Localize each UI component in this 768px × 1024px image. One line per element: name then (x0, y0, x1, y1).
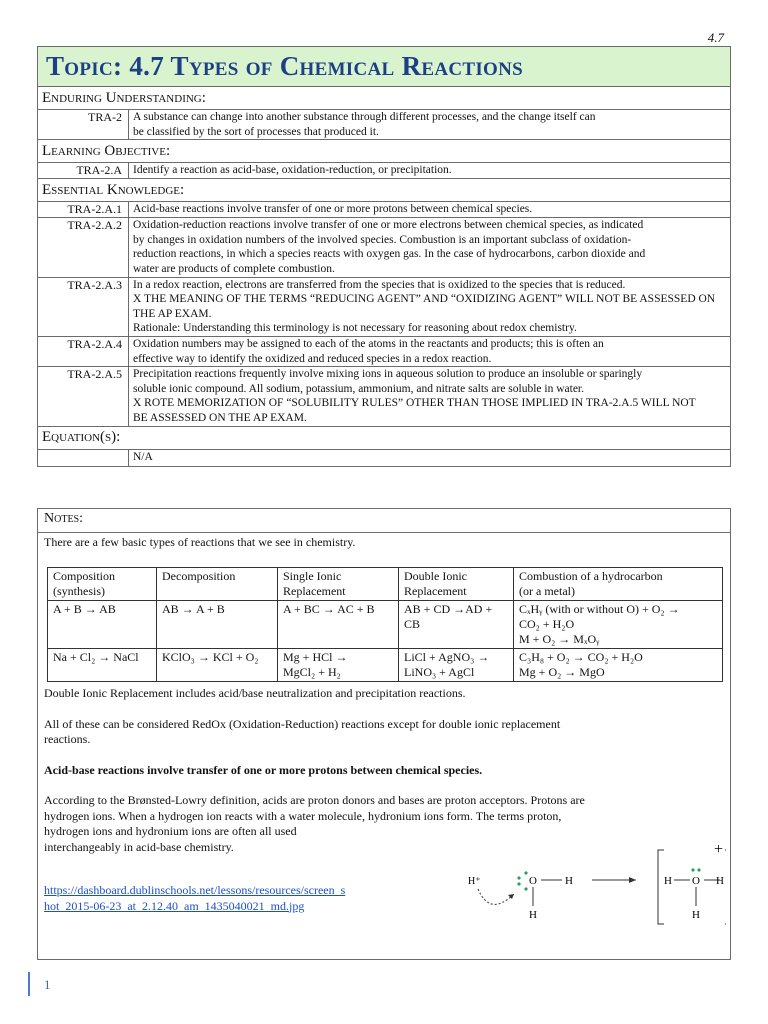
paragraph: Double Ionic Replacement includes acid/base neutralization and precipitation reactions. (44, 686, 466, 700)
title-cell (38, 47, 731, 87)
knowledge-heading: Essential Knowledge: (38, 179, 731, 202)
objective-heading: Learning Objective: (38, 140, 731, 163)
knowledge-text: Oxidation-reduction reactions involve transfer of one or more electrons between chemical species, as indicated by changes in oxidation numbers of the involved species. Combustion is an important subclass of oxidation- reduction reactions, in which a species reacts with oxygen gas. In the case of hydrocarbons, carbon dioxide and water are products of complete combustion. (129, 218, 731, 277)
table-cell: LiCl + AgNO₃ → LiNO₃ + AgCl (399, 649, 514, 682)
table-cell: AB + CD →AD + CB (399, 601, 514, 649)
enduring-code: TRA-2 (38, 110, 129, 140)
enduring-heading: Enduring Understanding: (38, 87, 731, 110)
footer-page-number: 1 (44, 977, 51, 992)
resource-link[interactable]: https://dashboard.dublinschools.net/lessons/resources/screen_s hot_2015-06-23_at_2.12.40_am_1435040021_md.jpg (44, 883, 346, 913)
knowledge-text: Precipitation reactions frequently involve mixing ions in aqueous solution to produce an insoluble or sparingly soluble ionic compound. All sodium, potassium, ammonium, and nitrate salts are soluble in water. X ROTE MEMORIZATION OF “SOLUBILITY RULES” OTHER THAN THOSE IMPLIED IN TRA-2.A.5 WILL NOT BE ASSESSED ON THE AP EXAM. (129, 367, 731, 426)
notes-box (37, 508, 731, 960)
hydronium-diagram (456, 842, 726, 937)
knowledge-code: TRA-2.A.3 (38, 277, 129, 336)
knowledge-code: TRA-2.A.2 (38, 218, 129, 277)
knowledge-code: TRA-2.A.4 (38, 336, 129, 366)
table-header: Double Ionic Replacement (399, 568, 514, 601)
knowledge-text: Acid-base reactions involve transfer of one or more protons between chemical species. (129, 202, 731, 218)
reaction-types-table (47, 567, 723, 682)
hydrogen-atom: H (716, 875, 724, 887)
paragraph: Acid-base reactions involve transfer of one or more protons between chemical species. (44, 762, 483, 777)
knowledge-text: Oxidation numbers may be assigned to each of the atoms in the reactants and products; this is often an effective way to identify the oxidized and reduced species in a redox reaction. (129, 336, 731, 366)
table-cell: Na + Cl₂ → NaCl (48, 649, 157, 682)
oxygen-atom: O (692, 875, 700, 887)
hydrogen-atom: H (529, 909, 537, 921)
enduring-text: A substance can change into another substance through different processes, and the change itself can be classified by the sort of processes that produced it. (129, 110, 731, 140)
dashed-arrow-icon (478, 889, 514, 904)
objective-code: TRA-2.A (38, 163, 129, 179)
table-cell: Mg + HCl → MgCl₂ + H₂ (278, 649, 399, 682)
hydrogen-atom: H (664, 875, 672, 887)
oxygen-atom: O (529, 875, 537, 887)
table-row (48, 601, 723, 649)
paragraph: All of these can be considered RedOx (Oxidation-Reduction) reactions except for double ionic replacement reactions. (44, 716, 561, 746)
hydrogen-atom: H (565, 875, 573, 887)
table-cell: A + B → AB (48, 601, 157, 649)
page-title: Topic: 4.7 Types of Chemical Reactions (46, 51, 524, 81)
paragraph: According to the Brønsted-Lowry definition, acids are proton donors and bases are proton acceptors. Protons are hydrogen ions. When a hydrogen ion reacts with a water molecule, hydronium ions form. The terms proton, hydrogen ions and hydronium ions are often all used interchangeably in acid-base chemistry. (44, 793, 585, 854)
table-header: Composition (synthesis) (48, 568, 157, 601)
table-cell: CₓHᵧ (with or without O) + O₂ → CO₂ + H₂O M + O₂ → MₓOᵧ (514, 601, 723, 649)
table-header: Decomposition (157, 568, 278, 601)
notes-intro: There are a few basic types of reactions that we see in chemistry. (44, 535, 356, 549)
hydrogen-atom: H (692, 909, 700, 921)
table-header: Single Ionic Replacement (278, 568, 399, 601)
objective-text: Identify a reaction as acid-base, oxidation-reduction, or precipitation. (129, 163, 731, 179)
equations-heading: Equation(s): (38, 426, 731, 449)
table-header: Combustion of a hydrocarbon (or a metal) (514, 568, 723, 601)
knowledge-code: TRA-2.A.5 (38, 367, 129, 426)
footer-bar (28, 972, 30, 996)
equations-text: N/A (129, 449, 731, 466)
knowledge-code: TRA-2.A.1 (38, 202, 129, 218)
table-cell: C₃H₈ + O₂ → CO₂ + H₂O Mg + O₂ → MgO (514, 649, 723, 682)
table-cell: KClO₃ → KCl + O₂ (157, 649, 278, 682)
knowledge-text: In a redox reaction, electrons are transferred from the species that is oxidized to the species that is reduced. X THE MEANING OF THE TERMS “REDUCING AGENT” AND “OXIDIZING AGENT” WILL NOT BE ASSESSED ON THE AP EXAM. Rationale: Understanding this terminology is not necessary for reasoning about redox chemistry. (129, 277, 731, 336)
table-cell: AB → A + B (157, 601, 278, 649)
page-number: 4.7 (707, 30, 724, 45)
table-cell: A + BC → AC + B (278, 601, 399, 649)
positive-charge: + (714, 842, 724, 858)
notes-body (38, 533, 730, 553)
equations-code (38, 449, 129, 466)
topic-table (37, 46, 731, 467)
notes-heading: Notes: (38, 509, 730, 533)
hydrogen-ion-label: H⁺ (468, 876, 481, 887)
table-row (48, 649, 723, 682)
